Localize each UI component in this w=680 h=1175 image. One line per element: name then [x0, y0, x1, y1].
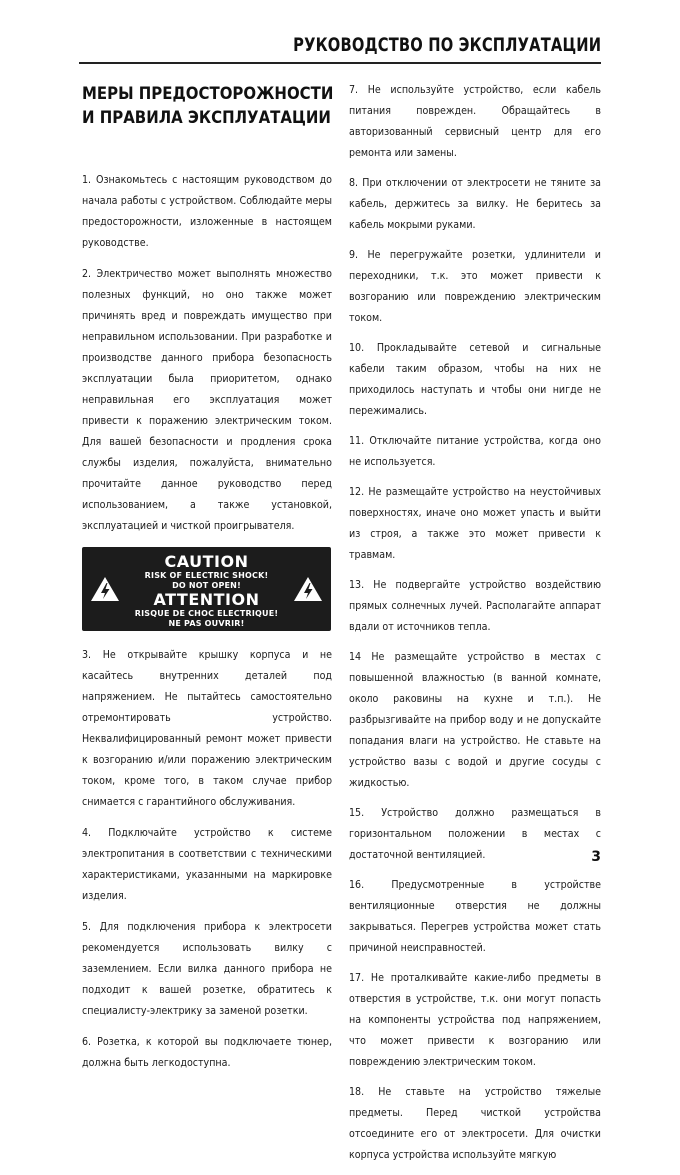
paragraph-17: 17. Не проталкивайте какие-либо предметы в отверстия в устройстве, т.к. они могут попасть на компоненты устройства под напряжением, что может привести к возгоранию или повреждению электрическим током. [349, 972, 601, 1068]
warning-triangle-icon [90, 576, 120, 602]
paragraph-8: 8. При отключении от электросети не тяните за кабель, держитесь за вилку. Не беритесь за кабель мокрыми руками. [349, 177, 601, 231]
page-header-title: РУКОВОДСТВО ПО ЭКСПЛУАТАЦИИ [292, 34, 601, 56]
caution-heading: CAUTION [164, 552, 249, 571]
right-column [349, 80, 601, 1175]
left-column [82, 80, 332, 1084]
paragraph-10: 10. Прокладывайте сетевой и сигнальные кабели таким образом, чтобы на них не приходилось наступать и чтобы они нигде не пережимались. [349, 342, 601, 417]
section-title [82, 82, 337, 130]
warning-triangle-icon [293, 576, 323, 602]
paragraph-1: 1. Ознакомьтесь с настоящим руководством до начала работы с устройством. Соблюдайте меры предосторожности, изложенные в настоящем руководстве. [82, 174, 332, 249]
paragraph-18: 18. Не ставьте на устройство тяжелые предметы. Перед чисткой устройства отсоедините его от электросети. Для очистки корпуса устройства используйте мягкую [349, 1086, 601, 1161]
attention-heading: ATTENTION [153, 590, 260, 609]
attention-do-not-open: NE PAS OUVRIR! [168, 619, 245, 628]
paragraph-3: 3. Не открывайте крышку корпуса и не касайтесь внутренних деталей под напряжением. Не пытайтесь самостоятельно отремонтировать устройство. Неквалифицированный ремонт может привести к возгоранию и/или поражению электрическим током, кроме того, в таком случае прибор снимается с гарантийного обслуживания. [82, 649, 332, 808]
caution-risk-text: RISK OF ELECTRIC SHOCK! [144, 571, 269, 580]
paragraph-2: 2. Электричество может выполнять множество полезных функций, но оно также может причинять вред и повреждать имущество при неправильном использовании. При разработке и производстве данного прибора безопасность эксплуатации была приоритетом, однако неправильная его эксплуатация может привести к поражению электрическим током. Для вашей безопасности и продления срока службы изделия, пожалуйста, внимательно прочитайте данное руководство перед использованием, а также установкой, эксплуатацией и чисткой проигрывателя. [82, 268, 332, 532]
paragraph-13: 13. Не подвергайте устройство воздействию прямых солнечных лучей. Располагайте аппарат вдали от источников тепла. [349, 579, 601, 633]
section-title-line-1: МЕРЫ ПРЕДОСТОРОЖНОСТИ [82, 84, 334, 104]
paragraph-5: 5. Для подключения прибора к электросети рекомендуется использовать вилку с заземлением. Если вилка данного прибора не подходит к вашей розетке, обратитесь к специалисту-электрику за заменой розетки. [82, 921, 332, 1017]
paragraph-12: 12. Не размещайте устройство на неустойчивых поверхностях, иначе оно может упасть и выйти из строя, а также это может привести к травмам. [349, 486, 601, 561]
header-divider [79, 62, 601, 64]
paragraph-11: 11. Отключайте питание устройства, когда оно не используется. [349, 435, 601, 468]
caution-label [82, 547, 331, 631]
paragraph-6: 6. Розетка, к которой вы подключаете тюнер, должна быть легкодоступна. [82, 1036, 332, 1069]
paragraph-7: 7. Не используйте устройство, если кабель питания поврежден. Обращайтесь в авторизованный сервисный центр для его ремонта или замены. [349, 84, 601, 159]
attention-risk-text: RISQUE DE CHOC ELECTRIQUE! [134, 609, 279, 618]
paragraph-4: 4. Подключайте устройство к системе электропитания в соответствии с техническими характеристиками, указанными на маркировке изделия. [82, 827, 332, 902]
page-number: 3 [591, 849, 601, 865]
paragraph-16: 16. Предусмотренные в устройстве вентиляционные отверстия не должны закрываться. Перегрев устройства может стать причиной неисправностей. [349, 879, 601, 954]
section-title-line-2: И ПРАВИЛА ЭКСПЛУАТАЦИИ [82, 108, 331, 128]
paragraph-15: 15. Устройство должно размещаться в горизонтальном положении в местах с достаточной вентиляцией. [349, 807, 601, 861]
caution-do-not-open: DO NOT OPEN! [172, 581, 241, 590]
paragraph-14: 14 Не размещайте устройство в местах с повышенной влажностью (в ванной комнате, около раковины на кухне и т.п.). Не разбрызгивайте на прибор воду и не допускайте попадания влаги на устройство. Не ставьте на устройство вазы с водой и другие сосуды с жидкостью. [349, 651, 601, 789]
caution-text-block [122, 553, 291, 629]
paragraph-9: 9. Не перегружайте розетки, удлинители и переходники, т.к. это может привести к возгоранию или повреждению электрическим током. [349, 249, 601, 324]
